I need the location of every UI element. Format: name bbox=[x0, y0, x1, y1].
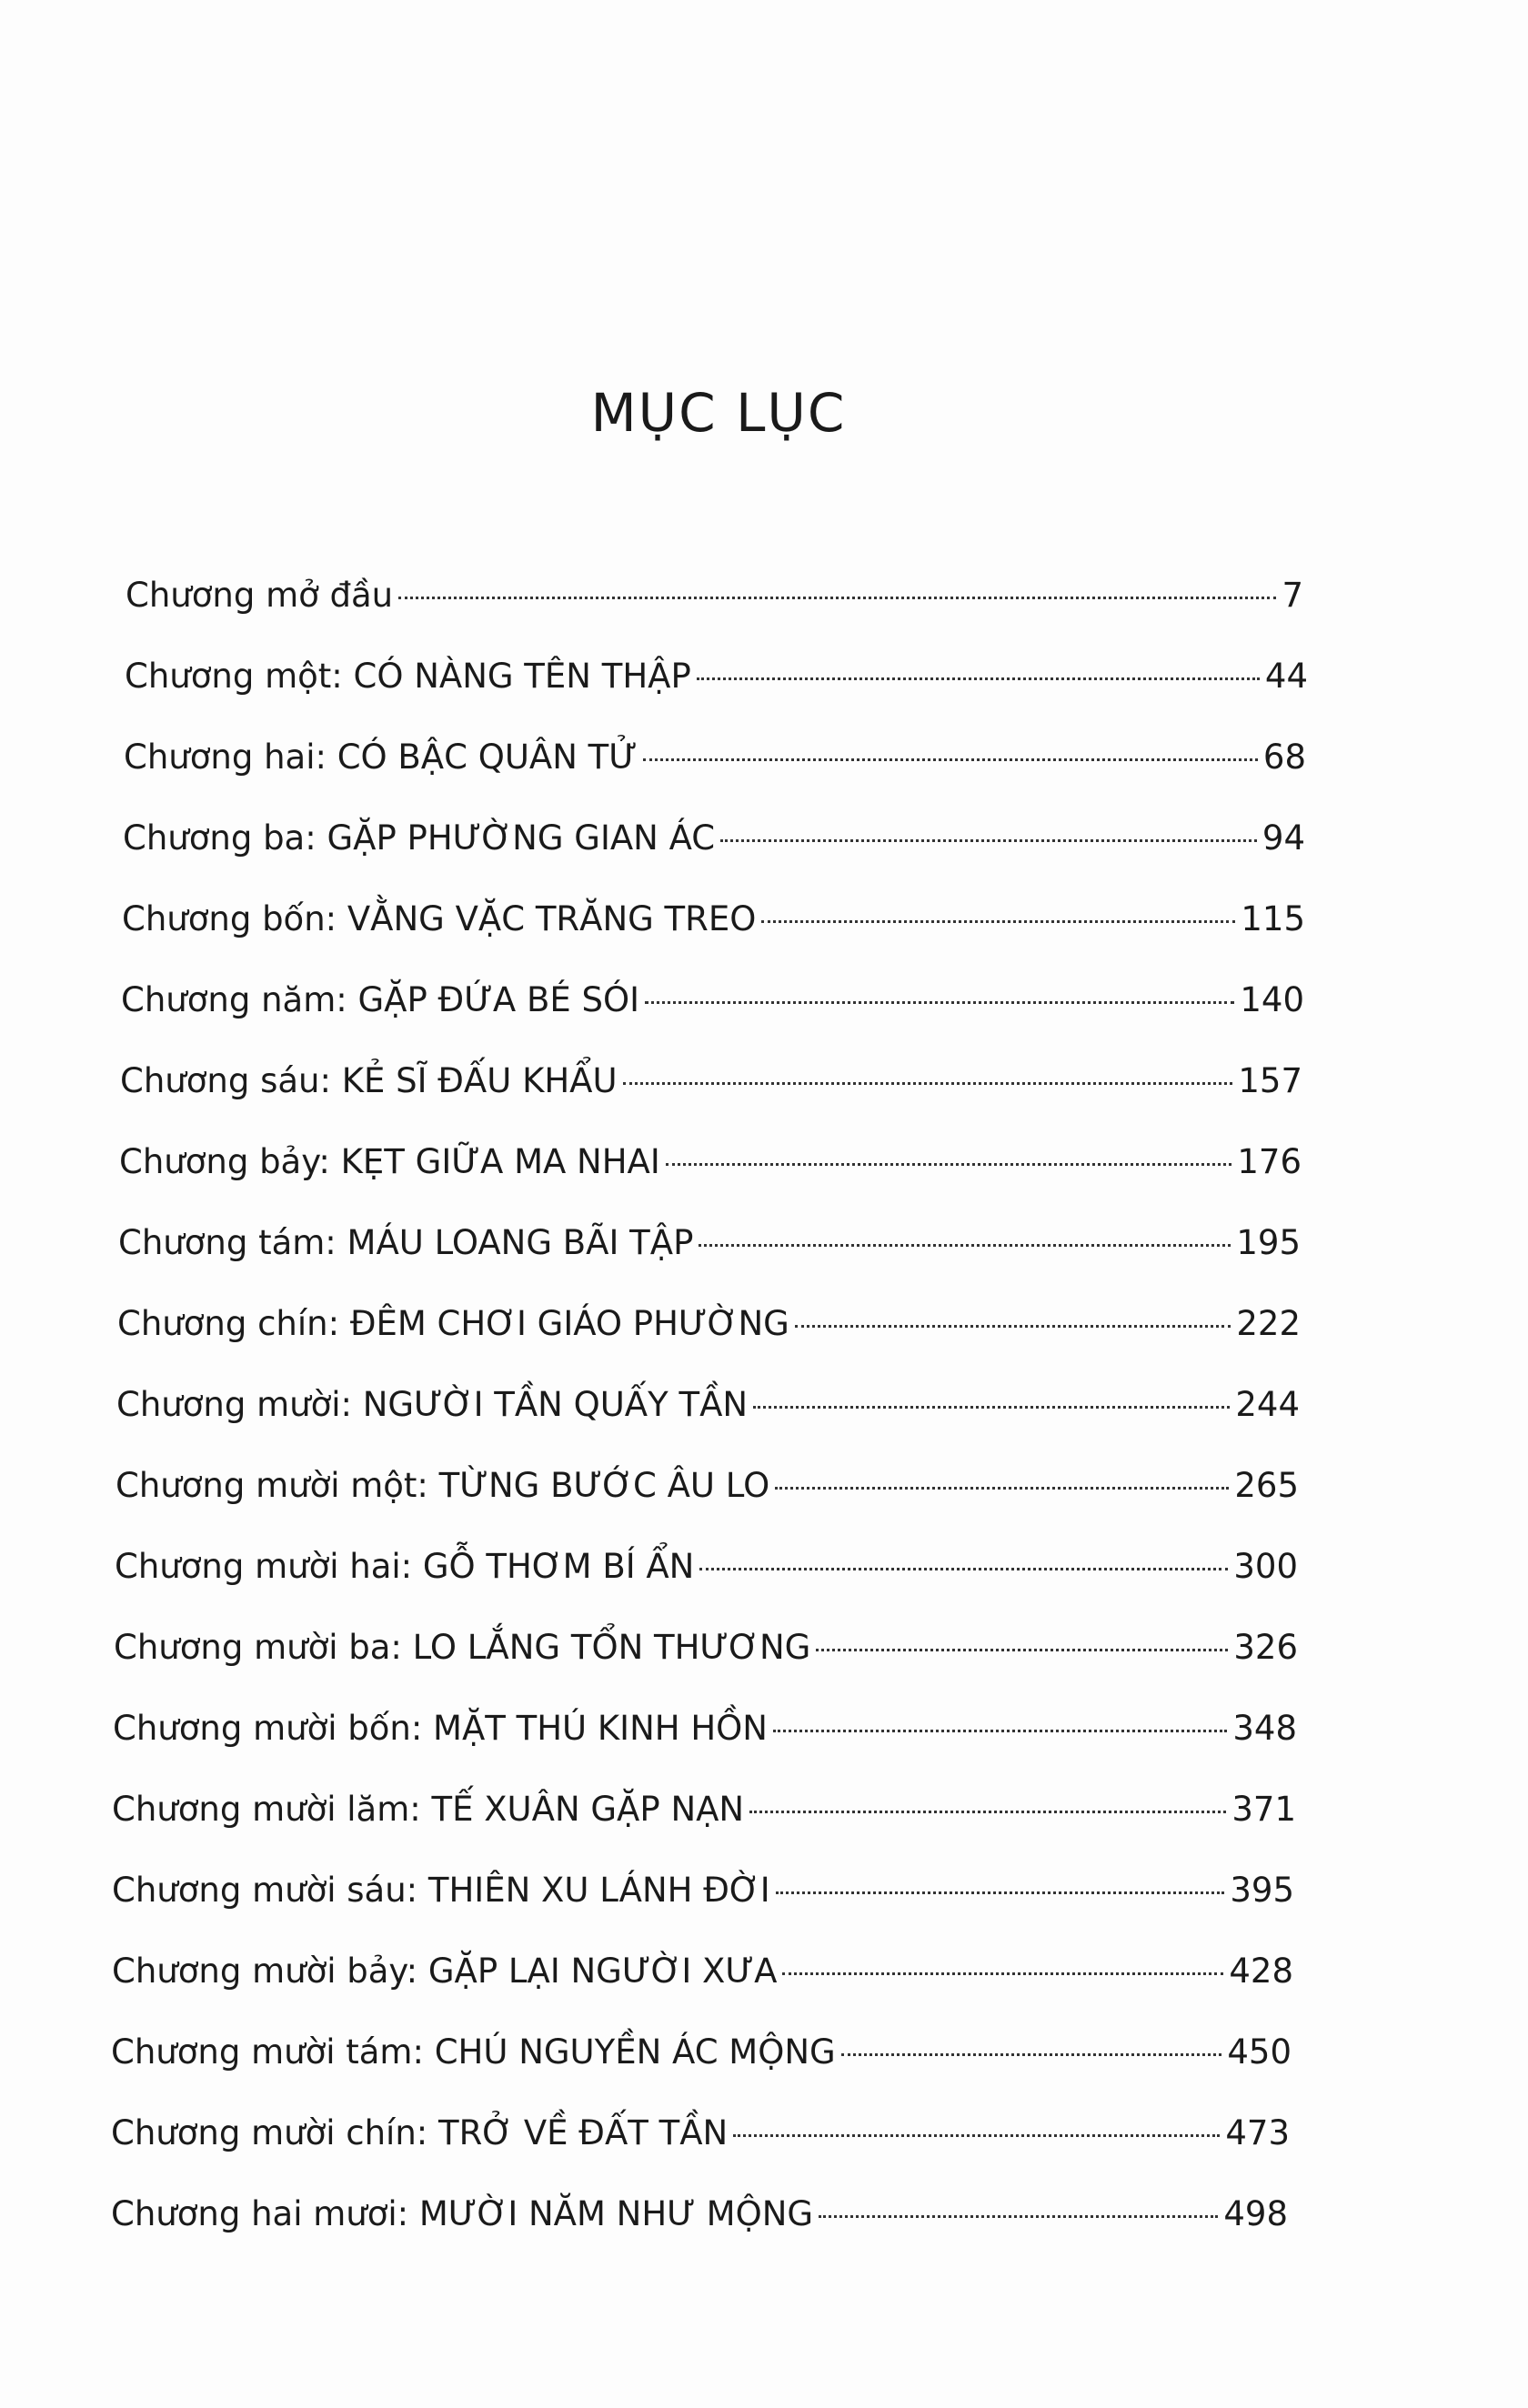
toc-entry-label: Chương mở đầu bbox=[126, 576, 394, 615]
toc-entry bbox=[118, 1220, 1301, 1266]
toc-entry bbox=[124, 735, 1306, 780]
toc-entry bbox=[122, 897, 1305, 942]
toc-entry bbox=[123, 816, 1305, 861]
dot-leader bbox=[773, 1730, 1227, 1732]
toc-entry-label: Chương ba: GẶP PHƯỜNG GIAN ÁC bbox=[123, 818, 716, 858]
dot-leader bbox=[643, 758, 1258, 761]
dot-leader bbox=[816, 1649, 1228, 1651]
toc-entry bbox=[116, 1382, 1300, 1428]
dot-leader bbox=[720, 839, 1257, 842]
toc-entry-label: Chương mười chín: TRỞ VỀ ĐẤT TẦN bbox=[111, 2113, 729, 2152]
toc-entry-label: Chương hai: CÓ BẬC QUÂN TỬ bbox=[124, 737, 638, 777]
dot-leader bbox=[775, 1487, 1229, 1490]
dot-leader bbox=[666, 1163, 1232, 1166]
toc-entry-label: Chương bốn: VẰNG VẶC TRĂNG TREO bbox=[122, 899, 757, 938]
toc-entry bbox=[119, 1139, 1302, 1185]
toc-entry bbox=[115, 1544, 1298, 1590]
toc-entry bbox=[121, 978, 1304, 1023]
dot-leader bbox=[819, 2215, 1218, 2218]
toc-entry bbox=[112, 1949, 1293, 1994]
toc-entry-label: Chương mười bốn: MẶT THÚ KINH HỒN bbox=[113, 1709, 768, 1748]
toc-entry-label: Chương bảy: KẸT GIỮA MA NHAI bbox=[119, 1142, 660, 1181]
toc-entry bbox=[113, 1706, 1297, 1751]
toc-entry bbox=[125, 654, 1308, 699]
dot-leader bbox=[645, 1001, 1234, 1004]
dot-leader bbox=[776, 1891, 1225, 1894]
toc-entry-label: Chương mười lăm: TẾ XUÂN GẶP NẠN bbox=[112, 1790, 745, 1829]
dot-leader bbox=[398, 597, 1276, 599]
toc-entry-page: 450 bbox=[1227, 2032, 1292, 2072]
toc-entry-page: 195 bbox=[1236, 1223, 1301, 1262]
toc-entry-page: 326 bbox=[1233, 1628, 1298, 1667]
toc-entry-page: 473 bbox=[1225, 2113, 1290, 2152]
toc-entry bbox=[111, 2030, 1292, 2075]
toc-entry-page: 44 bbox=[1264, 657, 1308, 696]
toc-entry bbox=[117, 1301, 1301, 1347]
toc-entry bbox=[112, 1868, 1294, 1913]
toc-entry-page: 371 bbox=[1231, 1790, 1296, 1829]
page-title: MỤC LỤC bbox=[590, 382, 847, 444]
toc-entry-label: Chương một: CÓ NÀNG TÊN THẬP bbox=[125, 657, 691, 696]
dot-leader bbox=[753, 1406, 1230, 1409]
toc-entry-label: Chương mười hai: GỖ THƠM BÍ ẨN bbox=[115, 1547, 695, 1586]
toc-entry-label: Chương sáu: KẺ SĨ ĐẤU KHẨU bbox=[120, 1061, 618, 1100]
toc-entry-label: Chương mười tám: CHÚ NGUYỀN ÁC MỘNG bbox=[111, 2032, 836, 2072]
toc-entry bbox=[114, 1625, 1298, 1671]
toc-entry-page: 94 bbox=[1262, 818, 1305, 858]
toc-entry-page: 68 bbox=[1262, 737, 1306, 777]
toc-entry-page: 348 bbox=[1232, 1709, 1297, 1748]
toc-entry-page: 115 bbox=[1241, 899, 1305, 938]
toc-entry-page: 265 bbox=[1234, 1466, 1299, 1505]
toc-entry-label: Chương mười một: TỪNG BƯỚC ÂU LO bbox=[116, 1466, 770, 1505]
dot-leader bbox=[699, 1244, 1231, 1247]
toc-entry-page: 395 bbox=[1230, 1871, 1294, 1910]
dot-leader bbox=[782, 1972, 1223, 1975]
dot-leader bbox=[623, 1082, 1233, 1085]
toc-entry-page: 222 bbox=[1236, 1304, 1301, 1343]
toc-entry-page: 498 bbox=[1223, 2194, 1288, 2233]
dot-leader bbox=[699, 1568, 1228, 1570]
dot-leader bbox=[697, 677, 1260, 680]
dot-leader bbox=[761, 920, 1235, 923]
toc-entry-page: 157 bbox=[1238, 1061, 1302, 1100]
toc-entry-page: 300 bbox=[1233, 1547, 1298, 1586]
toc-entry bbox=[116, 1463, 1299, 1509]
toc-entry bbox=[126, 573, 1303, 618]
toc-entry bbox=[111, 2111, 1290, 2156]
toc-entry-label: Chương mười bảy: GẶP LẠI NGƯỜI XƯA bbox=[112, 1951, 778, 1991]
toc-entry-page: 244 bbox=[1235, 1385, 1300, 1424]
toc-entry bbox=[111, 2192, 1288, 2237]
dot-leader bbox=[841, 2053, 1222, 2056]
toc-entry-page: 176 bbox=[1237, 1142, 1302, 1181]
toc-entry bbox=[120, 1059, 1302, 1104]
table-of-contents bbox=[0, 564, 1528, 2292]
toc-entry-page: 428 bbox=[1229, 1951, 1293, 1991]
toc-entry-label: Chương mười ba: LO LẮNG TỔN THƯƠNG bbox=[114, 1628, 811, 1667]
toc-entry-label: Chương năm: GẶP ĐỨA BÉ SÓI bbox=[121, 980, 640, 1019]
dot-leader bbox=[795, 1325, 1231, 1328]
toc-entry bbox=[112, 1787, 1296, 1832]
toc-entry-label: Chương mười: NGƯỜI TẦN QUẤY TẦN bbox=[116, 1385, 749, 1424]
dot-leader bbox=[749, 1811, 1226, 1813]
toc-entry-label: Chương tám: MÁU LOANG BÃI TẬP bbox=[118, 1223, 694, 1262]
toc-entry-label: Chương hai mươi: MƯỜI NĂM NHƯ MỘNG bbox=[111, 2194, 814, 2233]
toc-entry-label: Chương mười sáu: THIÊN XU LÁNH ĐỜI bbox=[112, 1871, 770, 1910]
toc-entry-label: Chương chín: ĐÊM CHƠI GIÁO PHƯỜNG bbox=[117, 1304, 789, 1343]
toc-entry-page: 140 bbox=[1240, 980, 1304, 1019]
toc-entry-page: 7 bbox=[1282, 576, 1303, 615]
dot-leader bbox=[733, 2134, 1220, 2137]
